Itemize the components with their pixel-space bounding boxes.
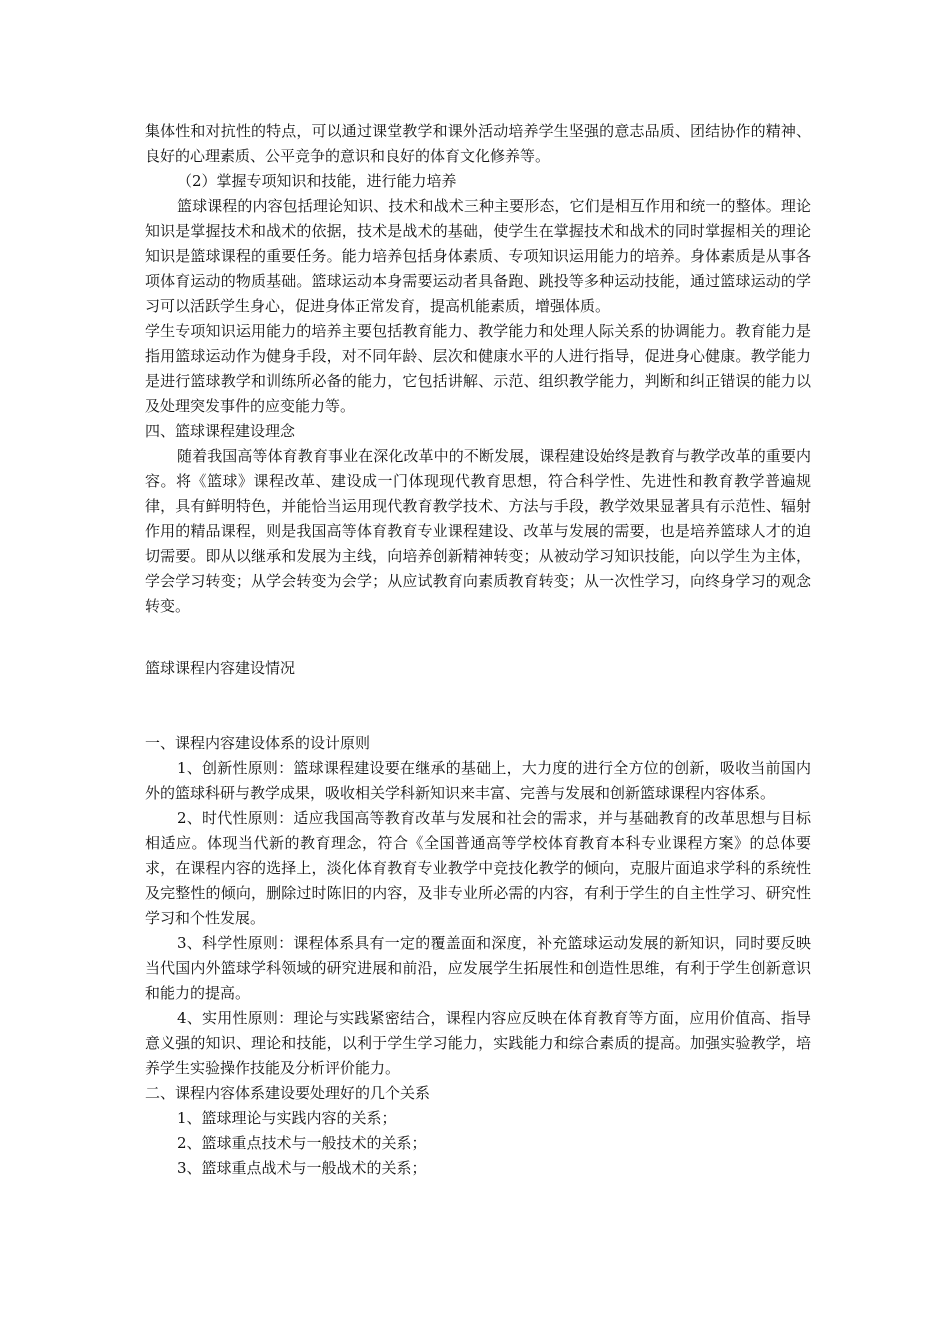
paragraph-continuation: 集体性和对抗性的特点，可以通过课堂教学和课外活动培养学生坚强的意志品质、团结协作的精神、良好的心理素质、公平竞争的意识和良好的体育文化修养等。 [145, 122, 811, 165]
principle-contemporary: 2、时代性原则：适应我国高等教育改革与发展和社会的需求，并与基础教育的改革思想与目标相适应。体现当代新的教育理念，符合《全国普通高等学校体育教育本科专业课程方案》的总体要求，在课程内容的选择上，淡化体育教育专业教学中竞技化教学的倾向，克服片面追求学科的系统性及完整性的倾向，删除过时陈旧的内容，及非专业所必需的内容，有利于学生的自主性学习、研究性学习和个性发展。 [145, 809, 811, 927]
relationship-item: 1、篮球理论与实践内容的关系； [177, 1109, 397, 1127]
section-title: 篮球课程内容建设情况 [145, 659, 296, 677]
subheading-skills: （2）掌握专项知识和技能，进行能力培养 [177, 172, 457, 190]
heading-course-philosophy: 四、篮球课程建设理念 [145, 422, 296, 440]
spacer [145, 681, 811, 731]
heading-design-principles: 一、课程内容建设体系的设计原则 [145, 734, 371, 752]
paragraph-ability-training: 学生专项知识运用能力的培养主要包括教育能力、教学能力和处理人际关系的协调能力。教育能力是指用篮球运动作为健身手段，对不同年龄、层次和健康水平的人进行指导，促进身心健康。教学能力是进行篮球教学和训练所必备的能力，它包括讲解、示范、组织教学能力，判断和纠正错误的能力以及处理突发事件的应变能力等。 [145, 322, 811, 415]
relationship-item: 3、篮球重点战术与一般战术的关系； [177, 1159, 427, 1177]
spacer [145, 619, 811, 656]
document-body [145, 119, 811, 1181]
principle-practical: 4、实用性原则：理论与实践紧密结合，课程内容应反映在体育教育等方面，应用价值高、指导意义强的知识、理论和技能，以利于学生学习能力，实践能力和综合素质的提高。加强实验教学，培养学生实验操作技能及分析评价能力。 [145, 1009, 811, 1077]
principle-scientific: 3、科学性原则：课程体系具有一定的覆盖面和深度，补充篮球运动发展的新知识，同时要反映当代国内外篮球学科领域的研究进展和前沿，应发展学生拓展性和创造性思维，有利于学生创新意识和能力的提高。 [145, 934, 811, 1002]
principle-innovation: 1、创新性原则：篮球课程建设要在继承的基础上，大力度的进行全方位的创新，吸收当前国内外的篮球科研与教学成果，吸收相关学科新知识来丰富、完善与发展和创新篮球课程内容体系。 [145, 759, 811, 802]
heading-relationships: 二、课程内容体系建设要处理好的几个关系 [145, 1084, 431, 1102]
relationship-item: 2、篮球重点技术与一般技术的关系； [177, 1134, 427, 1152]
paragraph-course-content: 篮球课程的内容包括理论知识、技术和战术三种主要形态，它们是相互作用和统一的整体。理论知识是掌握技术和战术的依据，技术是战术的基础，使学生在掌握技术和战术的同时掌握相关的理论知识是篮球课程的重要任务。能力培养包括身体素质、专项知识运用能力的培养。身体素质是从事各项体育运动的物质基础。篮球运动本身需要运动者具备跑、跳投等多种运动技能，通过篮球运动的学习可以活跃学生身心，促进身体正常发育，提高机能素质，增强体质。 [145, 197, 811, 315]
paragraph-philosophy: 随着我国高等体育教育事业在深化改革中的不断发展，课程建设始终是教育与教学改革的重要内容。将《篮球》课程改革、建设成一门体现现代教育思想，符合科学性、先进性和教育教学普遍规律，具有鲜明特色，并能恰当运用现代教育教学技术、方法与手段，教学效果显著具有示范性、辐射作用的精品课程，则是我国高等体育教育专业课程建设、改革与发展的需要，也是培养篮球人才的迫切需要。即从以继承和发展为主线，向培养创新精神转变；从被动学习知识技能，向以学生为主体，学会学习转变；从学会转变为会学；从应试教育向素质教育转变；从一次性学习，向终身学习的观念转变。 [145, 447, 811, 615]
